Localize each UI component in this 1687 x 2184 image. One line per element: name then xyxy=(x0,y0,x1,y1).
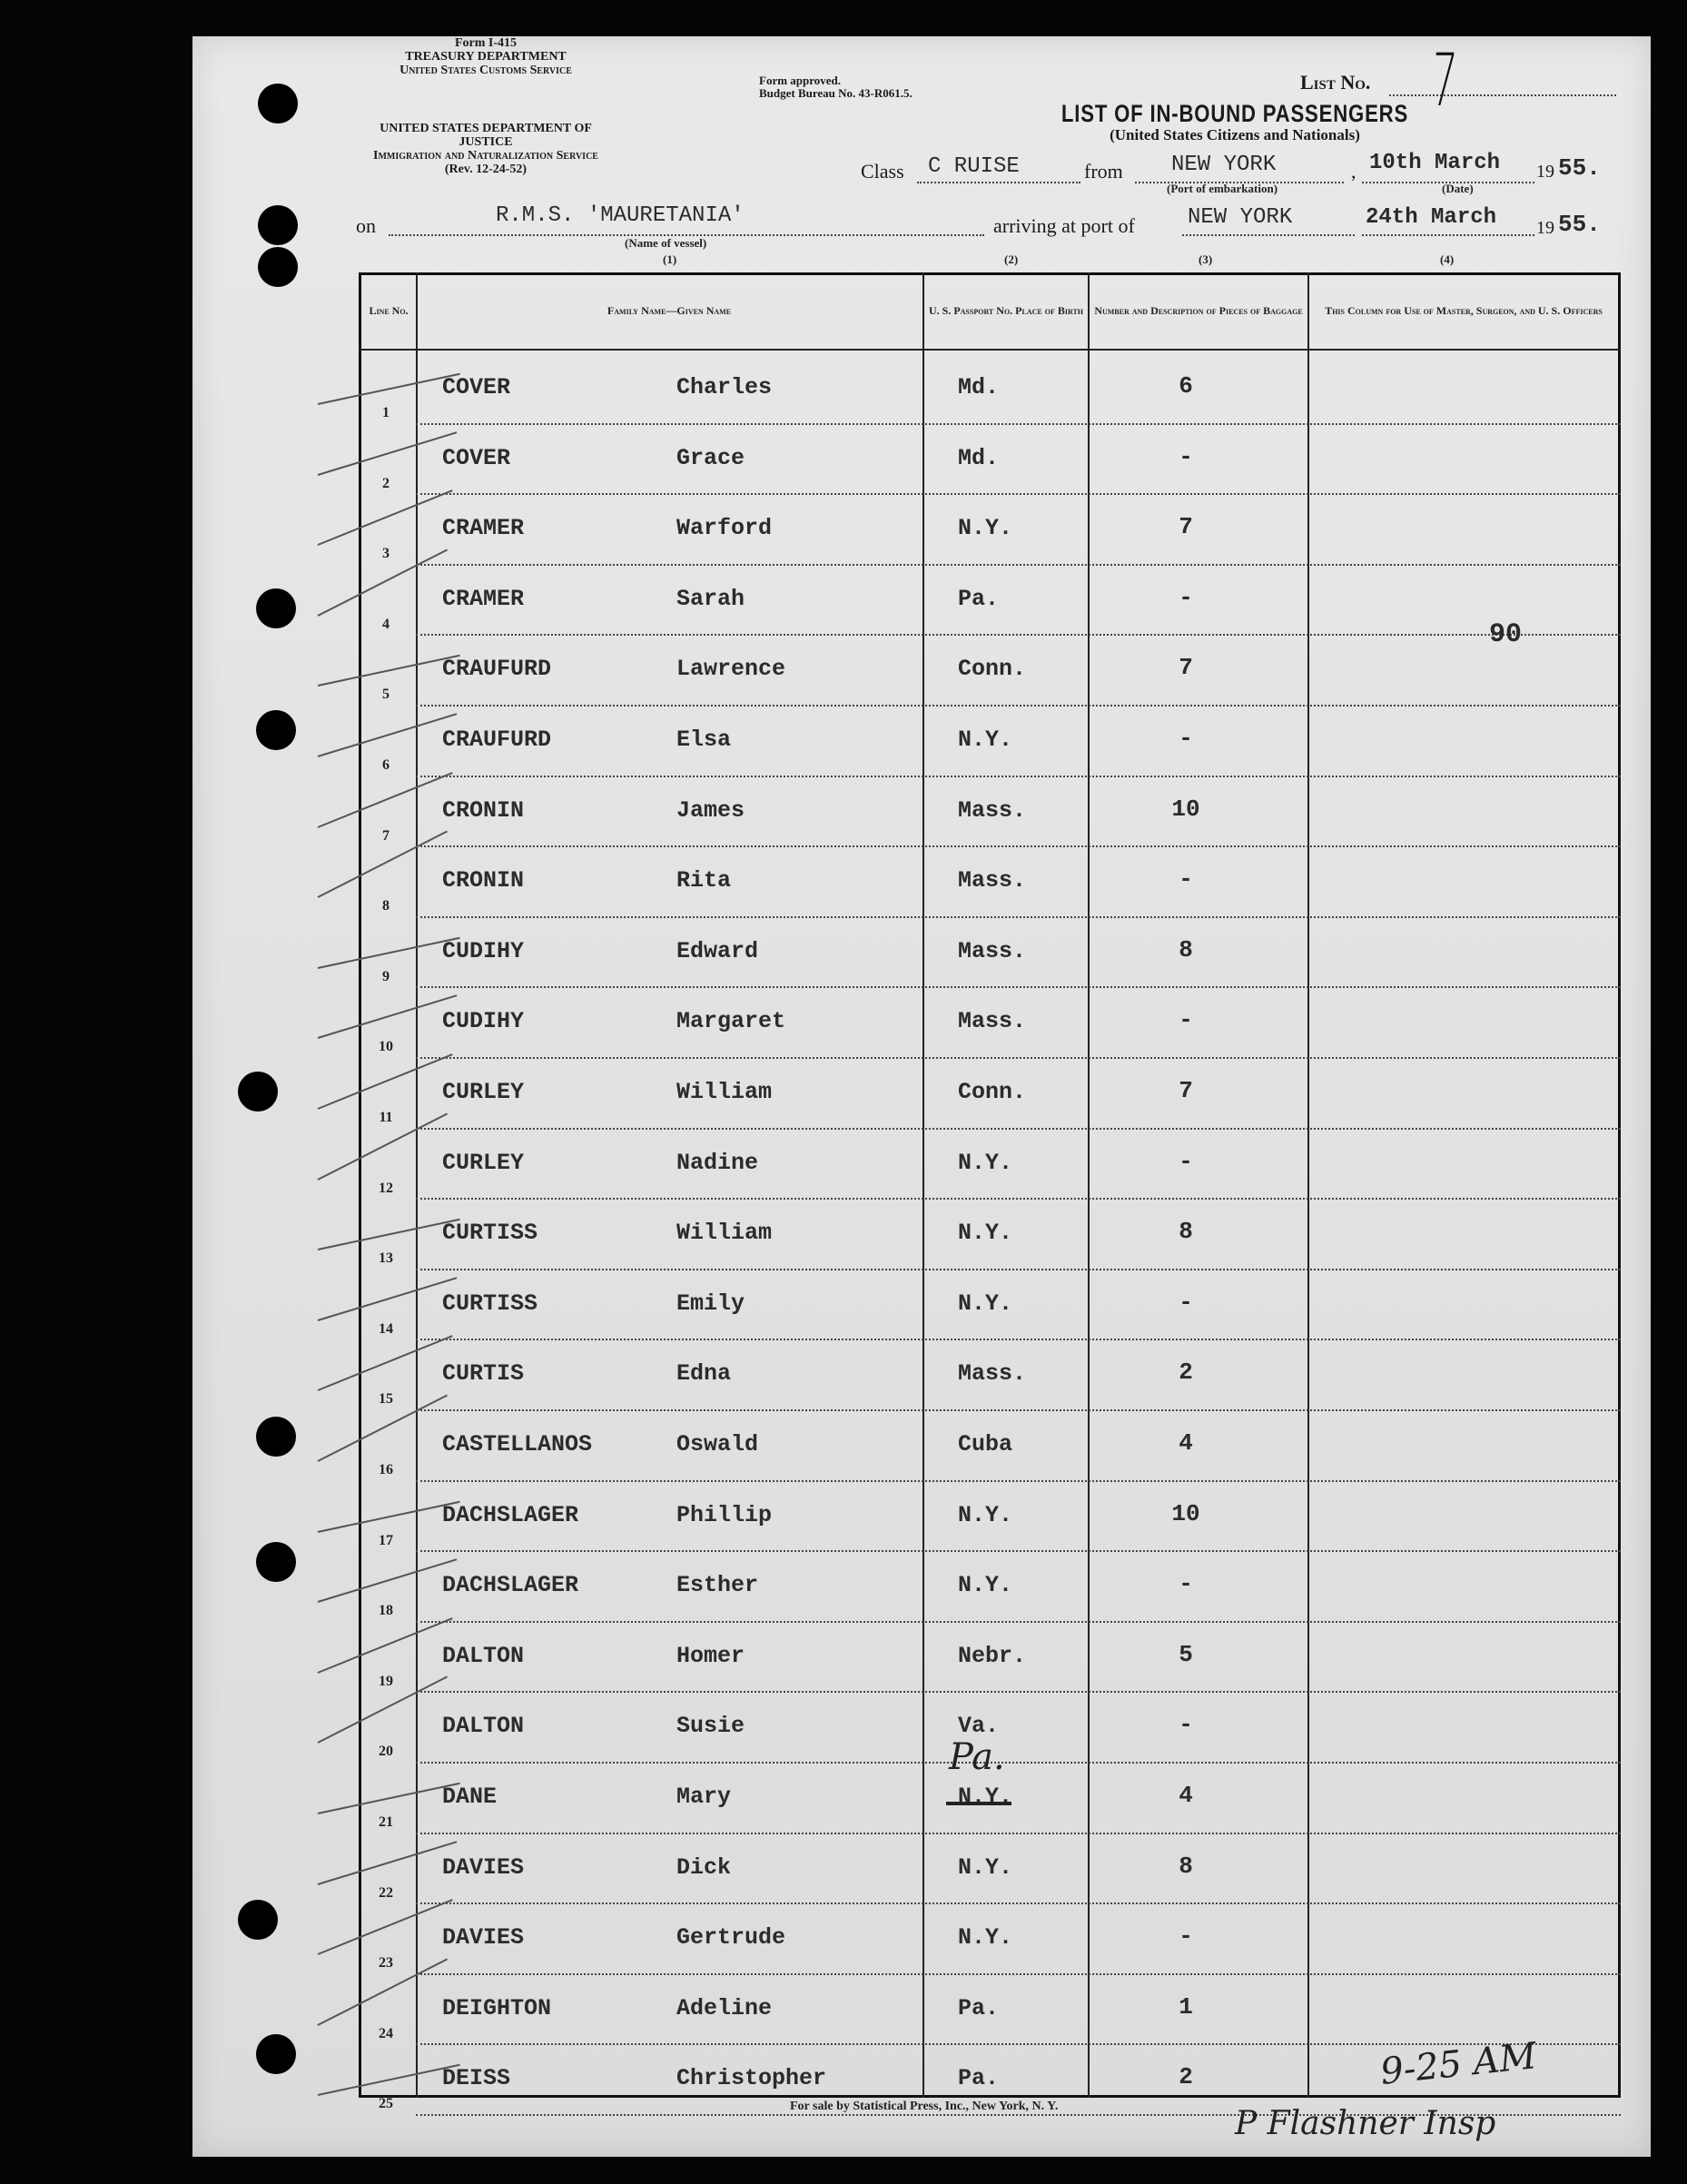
punch-hole xyxy=(256,2034,296,2074)
line-number: 24 xyxy=(379,2025,393,2041)
table-row xyxy=(359,847,1621,917)
place-of-birth: N.Y. xyxy=(958,1784,1013,1810)
port-embark-caption: (Port of embarkation) xyxy=(1167,182,1278,195)
line-number: 8 xyxy=(382,898,390,914)
baggage-count: 2 xyxy=(1179,2063,1193,2091)
table-row xyxy=(359,1200,1621,1270)
table-row xyxy=(359,918,1621,988)
place-of-birth: Mass. xyxy=(958,867,1027,894)
department-name: TREASURY DEPARTMENT xyxy=(405,50,567,64)
baggage-count: - xyxy=(1179,1570,1193,1598)
place-of-birth: N.Y. xyxy=(958,515,1013,542)
given-name: Gertrude xyxy=(676,1924,786,1952)
comma-separator: , xyxy=(1351,160,1357,183)
place-of-birth: N.Y. xyxy=(958,1220,1013,1247)
punch-hole xyxy=(256,1542,296,1582)
given-name: Margaret xyxy=(676,1008,786,1035)
col-ref-2: (2) xyxy=(1004,252,1019,266)
table-row xyxy=(359,425,1621,495)
title-block xyxy=(1008,100,1462,144)
baggage-count: 7 xyxy=(1179,513,1193,541)
table-row xyxy=(359,1482,1621,1552)
class-line xyxy=(917,182,1080,183)
sailing-date: 10th March xyxy=(1369,151,1501,175)
col-header-name: Family Name—Given Name xyxy=(607,303,732,317)
family-name: DACHSLAGER xyxy=(442,1501,579,1528)
place-of-birth: N.Y. xyxy=(958,1149,1013,1176)
place-of-birth: N.Y. xyxy=(958,1924,1013,1952)
line-number: 17 xyxy=(379,1532,393,1548)
table-row xyxy=(359,636,1621,706)
family-name: DALTON xyxy=(442,1642,525,1669)
table-row xyxy=(359,1340,1621,1410)
given-name: Dick xyxy=(676,1853,732,1881)
line-number: 12 xyxy=(379,1180,393,1196)
given-name: Edna xyxy=(676,1360,732,1388)
baggage-count: - xyxy=(1179,1711,1193,1739)
arrival-date: 24th March xyxy=(1366,205,1497,230)
inspector-signature: P Flashner Insp xyxy=(1235,2105,1496,2142)
place-of-birth: Mass. xyxy=(958,1360,1027,1388)
place-of-birth: Pa. xyxy=(958,1994,1000,2021)
line-number: 3 xyxy=(382,546,390,562)
baggage-count: - xyxy=(1179,1922,1193,1951)
family-name: CURLEY xyxy=(442,1149,525,1176)
col-header-passport: U. S. Passport No. Place of Birth xyxy=(928,303,1083,317)
line-number: 9 xyxy=(382,968,390,984)
form-id-block xyxy=(354,36,617,77)
place-of-birth: Va. xyxy=(958,1713,1000,1740)
baggage-count: 8 xyxy=(1179,1852,1193,1880)
table-row xyxy=(359,777,1621,847)
family-name: CRAMER xyxy=(442,515,525,542)
table-row xyxy=(359,1623,1621,1693)
baggage-count: - xyxy=(1179,1147,1193,1175)
given-name: Nadine xyxy=(676,1149,759,1176)
line-number: 21 xyxy=(379,1814,393,1830)
family-name: DAVIES xyxy=(442,1853,525,1881)
place-of-birth: Pa. xyxy=(958,585,1000,612)
table-row xyxy=(359,1270,1621,1340)
line-number: 19 xyxy=(379,1673,393,1689)
table-row xyxy=(359,707,1621,776)
header-rule xyxy=(359,349,1621,351)
place-of-birth: Mass. xyxy=(958,937,1027,964)
baggage-count: 6 xyxy=(1179,372,1193,400)
family-name: CRAMER xyxy=(442,585,525,612)
budget-bureau-no: Budget Bureau No. 43-R061.5. xyxy=(759,86,913,100)
family-name: DACHSLAGER xyxy=(442,1572,579,1599)
family-name: CURTISS xyxy=(442,1220,538,1247)
baggage-count: 4 xyxy=(1179,1782,1193,1809)
port-embarkation: NEW YORK xyxy=(1171,153,1277,177)
given-name: Phillip xyxy=(676,1501,773,1528)
family-name: CURLEY xyxy=(442,1079,525,1105)
baggage-count: - xyxy=(1179,725,1193,752)
given-name: Christopher xyxy=(676,2065,827,2092)
line-number: 7 xyxy=(382,827,390,844)
family-name: CRAUFURD xyxy=(442,726,552,753)
line-number: 18 xyxy=(379,1603,393,1619)
family-name: CRONIN xyxy=(442,796,525,824)
baggage-count: - xyxy=(1179,583,1193,611)
year-prefix-2: 19 xyxy=(1536,218,1554,238)
baggage-count: 7 xyxy=(1179,1077,1193,1104)
given-name: Adeline xyxy=(676,1994,773,2021)
baggage-count: - xyxy=(1179,442,1193,470)
place-of-birth: Md. xyxy=(958,444,1000,471)
line-number: 2 xyxy=(382,475,390,491)
given-name: James xyxy=(676,796,745,824)
arrival-port-line xyxy=(1182,234,1355,236)
approved-text: Form approved. xyxy=(759,74,842,87)
col-header-baggage: Number and Description of Pieces of Baggage xyxy=(1094,303,1303,317)
line-number: 10 xyxy=(379,1039,393,1055)
baggage-count: 8 xyxy=(1179,1218,1193,1246)
family-name: DANE xyxy=(442,1784,498,1810)
arriving-label: arriving at port of xyxy=(993,214,1135,237)
line-number: 6 xyxy=(382,757,390,773)
from-label: from xyxy=(1084,160,1123,183)
family-name: DEIGHTON xyxy=(442,1994,552,2021)
given-name: Charles xyxy=(676,374,773,400)
col-ref-3: (3) xyxy=(1199,252,1213,266)
table-row xyxy=(359,354,1621,424)
family-name: COVER xyxy=(442,444,511,471)
place-of-birth: N.Y. xyxy=(958,726,1013,753)
family-name: CRONIN xyxy=(442,867,525,894)
family-name: CURTIS xyxy=(442,1360,525,1388)
family-name: CRAUFURD xyxy=(442,656,552,683)
on-label: on xyxy=(356,214,376,237)
list-no-label: List No. xyxy=(1300,71,1371,94)
punch-hole xyxy=(256,1417,296,1457)
col-header-line-no: Line No. xyxy=(369,303,409,317)
place-of-birth: N.Y. xyxy=(958,1572,1013,1599)
given-name: Grace xyxy=(676,444,745,471)
line-number: 11 xyxy=(379,1110,393,1125)
punch-hole xyxy=(238,1900,278,1940)
service-name: United States Customs Service xyxy=(400,64,572,77)
given-name: Lawrence xyxy=(676,656,786,683)
line-number: 1 xyxy=(382,405,390,420)
line-number: 4 xyxy=(382,616,390,632)
col-ref-1: (1) xyxy=(663,252,677,266)
punch-hole xyxy=(238,1072,278,1112)
justice-dept-block xyxy=(354,122,617,176)
given-name: Rita xyxy=(676,867,732,894)
baggage-count: 2 xyxy=(1179,1359,1193,1387)
place-of-birth: N.Y. xyxy=(958,1290,1013,1317)
baggage-count: - xyxy=(1179,865,1193,894)
table-row xyxy=(359,495,1621,565)
list-no-line xyxy=(1389,94,1616,96)
given-name: Emily xyxy=(676,1290,745,1317)
revision-date: (Rev. 12-24-52) xyxy=(444,163,528,176)
given-name: Esther xyxy=(676,1572,759,1599)
page-subtitle: (United States Citizens and Nationals) xyxy=(1110,126,1360,143)
vessel-caption: (Name of vessel) xyxy=(625,236,707,250)
baggage-count: 10 xyxy=(1171,1499,1200,1527)
line-number: 25 xyxy=(379,2096,393,2112)
time-note: 9-25 AM xyxy=(1378,2035,1539,2093)
line-number: 22 xyxy=(379,1884,393,1901)
punch-hole xyxy=(258,205,298,245)
line-number: 14 xyxy=(379,1320,393,1337)
form-approval xyxy=(759,74,913,100)
given-name: Warford xyxy=(676,515,773,542)
family-name: COVER xyxy=(442,374,511,400)
family-name: DEISS xyxy=(442,2065,511,2092)
line-number: 23 xyxy=(379,1955,393,1972)
table-row xyxy=(359,988,1621,1058)
vessel-name: R.M.S. 'MAURETANIA' xyxy=(496,203,745,228)
given-name: Elsa xyxy=(676,726,732,753)
justice-department: UNITED STATES DEPARTMENT OF JUSTICE xyxy=(380,122,592,149)
given-name: Susie xyxy=(676,1713,745,1740)
line-number: 5 xyxy=(382,687,390,703)
punch-hole xyxy=(256,710,296,750)
family-name: DALTON xyxy=(442,1713,525,1740)
class-label: Class xyxy=(861,160,904,183)
arrival-date-line xyxy=(1362,234,1534,236)
place-of-birth: N.Y. xyxy=(958,1853,1013,1881)
place-of-birth: Conn. xyxy=(958,1079,1027,1105)
baggage-count: 5 xyxy=(1179,1640,1193,1668)
given-name: Sarah xyxy=(676,585,745,612)
table-row xyxy=(359,566,1621,636)
given-name: Mary xyxy=(676,1784,732,1810)
place-of-birth: Mass. xyxy=(958,796,1027,824)
col-header-officers: This Column for Use of Master, Surgeon, and U. S. Officers xyxy=(1325,303,1603,317)
dane-birth-correction: Pa. xyxy=(949,1736,1005,1778)
year-prefix-1: 19 xyxy=(1536,162,1554,182)
page-title: LIST OF IN-BOUND PASSENGERS xyxy=(1061,100,1409,127)
family-name: DAVIES xyxy=(442,1924,525,1952)
given-name: William xyxy=(676,1220,773,1247)
place-of-birth: Nebr. xyxy=(958,1642,1027,1669)
place-of-birth: N.Y. xyxy=(958,1501,1013,1528)
baggage-count: - xyxy=(1179,1006,1193,1034)
officer-mark: 90 xyxy=(1489,619,1523,650)
given-name: Edward xyxy=(676,937,759,964)
table-row xyxy=(359,1059,1621,1129)
table-row xyxy=(359,1130,1621,1200)
place-of-birth: Md. xyxy=(958,374,1000,400)
place-of-birth: Cuba xyxy=(958,1431,1013,1458)
table-row xyxy=(359,1834,1621,1904)
family-name: CUDIHY xyxy=(442,1008,525,1035)
col-ref-4: (4) xyxy=(1440,252,1455,266)
baggage-count: 7 xyxy=(1179,654,1193,682)
table-row xyxy=(359,1904,1621,1974)
baggage-count: 4 xyxy=(1179,1429,1193,1457)
place-of-birth: Conn. xyxy=(958,656,1027,683)
printer-footer: For sale by Statistical Press, Inc., New York, N. Y. xyxy=(790,2100,1059,2113)
punch-hole xyxy=(258,84,298,124)
place-of-birth: Mass. xyxy=(958,1008,1027,1035)
given-name: Oswald xyxy=(676,1431,759,1458)
table-row xyxy=(359,1975,1621,2045)
class-value: C RUISE xyxy=(928,154,1020,179)
list-no-value: 7 xyxy=(1428,38,1460,123)
table-row xyxy=(359,1552,1621,1622)
date-caption: (Date) xyxy=(1442,182,1474,195)
baggage-count: 1 xyxy=(1179,1992,1193,2021)
given-name: Homer xyxy=(676,1642,745,1669)
year-suffix-2: 55. xyxy=(1558,211,1601,238)
line-number: 20 xyxy=(379,1744,393,1760)
family-name: CUDIHY xyxy=(442,937,525,964)
baggage-count: 8 xyxy=(1179,935,1193,964)
punch-hole xyxy=(258,247,298,287)
year-suffix-1: 55. xyxy=(1558,154,1601,182)
line-number: 13 xyxy=(379,1250,393,1267)
port-arrival: NEW YORK xyxy=(1188,205,1293,230)
baggage-count: 10 xyxy=(1171,795,1200,823)
line-number: 16 xyxy=(379,1462,393,1477)
place-of-birth: Pa. xyxy=(958,2065,1000,2092)
given-name: William xyxy=(676,1079,773,1105)
immigration-service: Immigration and Naturalization Service xyxy=(373,149,598,163)
punch-hole xyxy=(256,588,296,628)
strikethrough xyxy=(946,1802,1011,1805)
form-number: Form I-415 xyxy=(454,36,518,50)
family-name: CASTELLANOS xyxy=(442,1431,593,1458)
baggage-count: - xyxy=(1179,1288,1193,1316)
line-number: 15 xyxy=(379,1391,393,1408)
table-row xyxy=(359,1411,1621,1481)
family-name: CURTISS xyxy=(442,1290,538,1317)
